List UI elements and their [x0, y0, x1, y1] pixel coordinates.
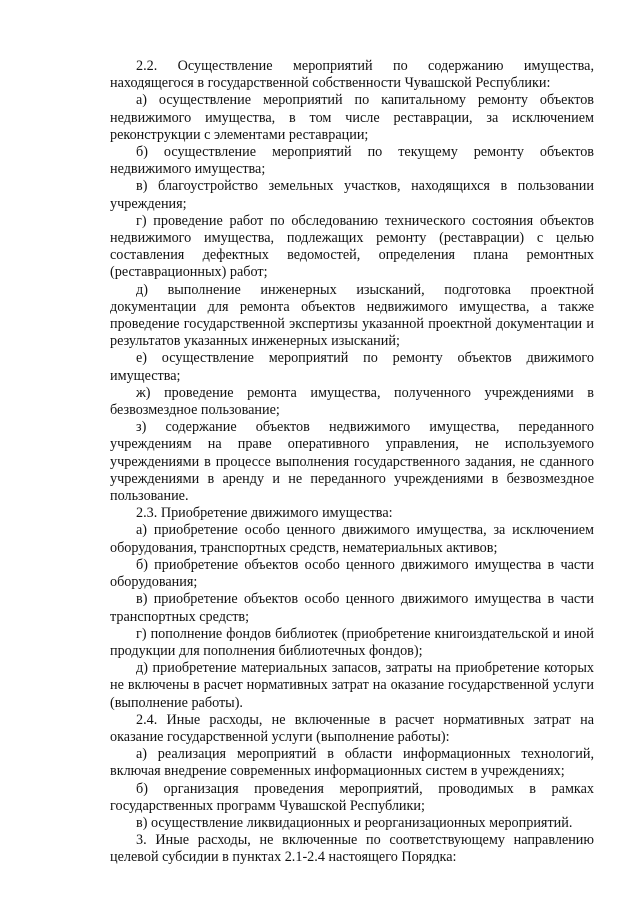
item-2-4-b: б) организация проведения мероприятий, проводимых в рамках государственных программ Чувашской Республики; — [110, 780, 594, 814]
item-2-4-a: а) реализация мероприятий в области информационных технологий, включая внедрение современных информационных систем в учреждениях; — [110, 746, 594, 780]
item-2-2-e: е) осуществление мероприятий по ремонту объектов движимого имущества; — [110, 350, 594, 384]
section-3-heading: 3. Иные расходы, не включенные по соответствующему направлению целевой субсидии в пунктах 2.1-2.4 настоящего Порядка: — [110, 832, 594, 866]
item-2-2-a: а) осуществление мероприятий по капитальному ремонту объектов недвижимого имущества, в том числе реставрации, за исключением реконструкции с элементами реставрации; — [110, 92, 594, 143]
item-2-4-v: в) осуществление ликвидационных и реорганизационных мероприятий. — [136, 814, 573, 831]
item-2-2-d: д) выполнение инженерных изысканий, подготовка проектной документации для ремонта объектов недвижимого имущества, а также проведение государственной экспертизы указанной проектной документации и результатов указанных инженерных изысканий; — [110, 281, 594, 350]
section-2-4-heading: 2.4. Иные расходы, не включенные в расчет нормативных затрат на оказание государственной услуги (выполнение работы): — [110, 711, 594, 745]
item-2-2-v: в) благоустройство земельных участков, находящихся в пользовании учреждения; — [110, 178, 594, 212]
item-2-3-g: г) пополнение фондов библиотек (приобретение книгоиздательской и иной продукции для пополнения библиотечных фондов); — [110, 625, 594, 659]
document-body — [110, 58, 594, 867]
item-2-2-zh: ж) проведение ремонта имущества, полученного учреждениями в безвозмездное пользование; — [110, 384, 594, 419]
item-2-2-z: з) содержание объектов недвижимого имущества, переданного учреждениям на праве оперативного управления, не используемого учреждениями в процессе выполнения государственного задания, не сданного учреждениями в аренду и не переданного учреждениями в безвозмездное пользование. — [110, 419, 594, 505]
item-2-2-b: б) осуществление мероприятий по текущему ремонту объектов недвижимого имущества; — [110, 144, 594, 178]
item-2-3-a: а) приобретение особо ценного движимого имущества, за исключением оборудования, транспортных средств, нематериальных активов; — [110, 522, 594, 556]
item-2-3-b: б) приобретение объектов особо ценного движимого имущества в части оборудования; — [110, 556, 594, 591]
item-2-3-v: в) приобретение объектов особо ценного движимого имущества в части транспортных средств; — [110, 591, 594, 625]
section-2-3-heading: 2.3. Приобретение движимого имущества: — [136, 505, 393, 522]
section-2-2-heading: 2.2. Осуществление мероприятий по содержанию имущества, находящегося в государственной собственности Чувашской Республики: — [110, 58, 594, 92]
item-2-2-g: г) проведение работ по обследованию технического состояния объектов недвижимого имущества, подлежащих ремонту (реставрации) с целью составления дефектных ведомостей, определения плана ремонтных (реставрационных) работ; — [110, 212, 594, 281]
item-2-3-d: д) приобретение материальных запасов, затраты на приобретение которых не включены в расчет нормативных затрат на оказание государственной услуги (выполнение работы). — [110, 660, 594, 711]
